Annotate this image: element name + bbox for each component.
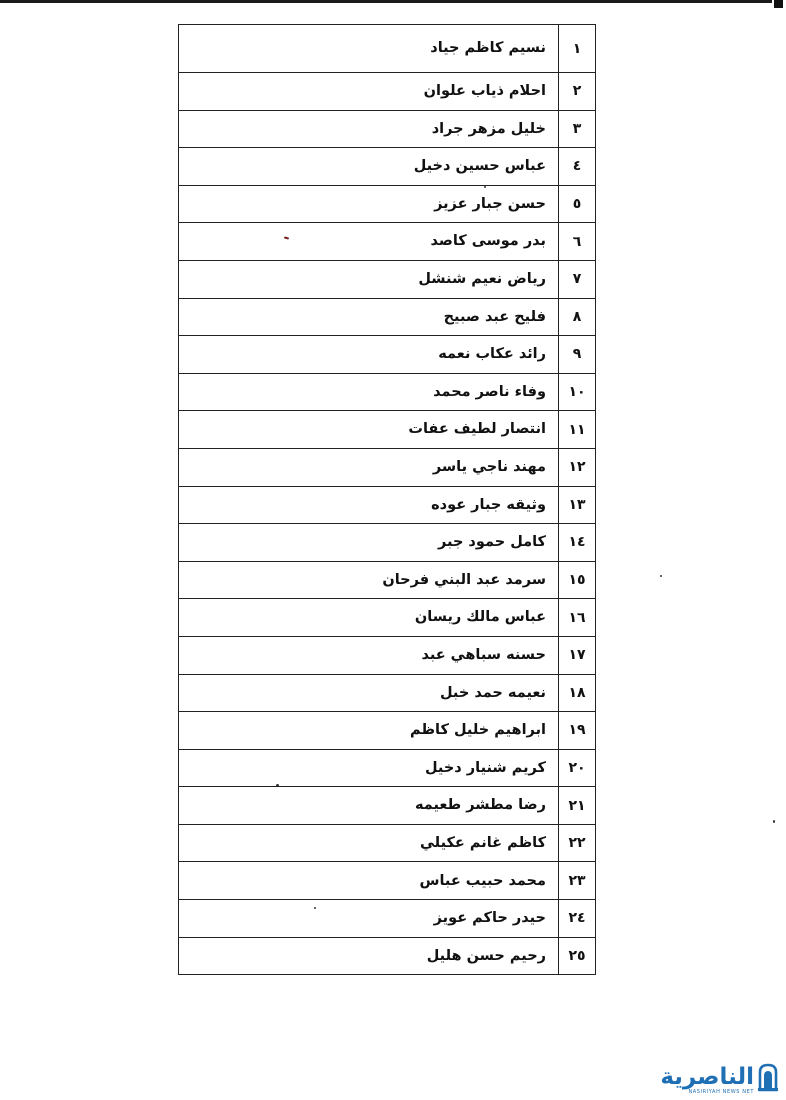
person-name: وفاء ناصر محمد bbox=[179, 373, 559, 411]
row-number: ١٢ bbox=[559, 448, 596, 486]
table-row bbox=[179, 185, 596, 223]
person-name: سرمد عبد البني فرحان bbox=[179, 561, 559, 599]
person-name: حيدر حاكم عويز bbox=[179, 900, 559, 938]
names-table-body bbox=[179, 25, 596, 975]
person-name: حسنه سباهي عبد bbox=[179, 636, 559, 674]
logo-emblem-icon bbox=[756, 1062, 780, 1092]
table-row bbox=[179, 223, 596, 261]
person-name: حسن جبار عزيز bbox=[179, 185, 559, 223]
row-number: ١٥ bbox=[559, 561, 596, 599]
table-row bbox=[179, 937, 596, 975]
table-row bbox=[179, 561, 596, 599]
person-name: عباس حسين دخيل bbox=[179, 148, 559, 186]
row-number: ١٦ bbox=[559, 599, 596, 637]
row-number: ١٩ bbox=[559, 712, 596, 750]
table-row bbox=[179, 110, 596, 148]
top-edge-rule bbox=[0, 0, 772, 3]
logo-wordmark: الناصرية bbox=[660, 1064, 754, 1090]
person-name: كاظم غانم عكيلي bbox=[179, 824, 559, 862]
person-name: نسيم كاظم جياد bbox=[179, 25, 559, 73]
row-number: ٢١ bbox=[559, 787, 596, 825]
table-row bbox=[179, 25, 596, 73]
person-name: رضا مطشر طعيمه bbox=[179, 787, 559, 825]
scan-speck bbox=[660, 575, 662, 577]
row-number: ٣ bbox=[559, 110, 596, 148]
table-row bbox=[179, 336, 596, 374]
site-watermark-logo bbox=[654, 1058, 782, 1098]
person-name: عباس مالك ريسان bbox=[179, 599, 559, 637]
row-number: ٩ bbox=[559, 336, 596, 374]
row-number: ٥ bbox=[559, 185, 596, 223]
person-name: رحيم حسن هليل bbox=[179, 937, 559, 975]
table-row bbox=[179, 448, 596, 486]
table-row bbox=[179, 674, 596, 712]
table-row bbox=[179, 73, 596, 111]
row-number: ١ bbox=[559, 25, 596, 73]
row-number: ٨ bbox=[559, 298, 596, 336]
person-name: نعيمه حمد خبل bbox=[179, 674, 559, 712]
table-row bbox=[179, 749, 596, 787]
row-number: ١٤ bbox=[559, 524, 596, 562]
person-name: خليل مزهر جراد bbox=[179, 110, 559, 148]
person-name: فليح عبد صبيح bbox=[179, 298, 559, 336]
corner-mark bbox=[774, 0, 783, 8]
person-name: رياض نعيم شنشل bbox=[179, 260, 559, 298]
names-table bbox=[178, 24, 596, 975]
row-number: ٢٢ bbox=[559, 824, 596, 862]
row-number: ١٠ bbox=[559, 373, 596, 411]
logo-tagline: NASIRIYAH NEWS NET bbox=[688, 1089, 754, 1095]
row-number: ٢ bbox=[559, 73, 596, 111]
table-row bbox=[179, 373, 596, 411]
person-name: وثيقه جبار عوده bbox=[179, 486, 559, 524]
table-row bbox=[179, 524, 596, 562]
person-name: مهند ناجي ياسر bbox=[179, 448, 559, 486]
table-row bbox=[179, 260, 596, 298]
person-name: احلام ذياب علوان bbox=[179, 73, 559, 111]
person-name: محمد حبيب عباس bbox=[179, 862, 559, 900]
person-name: رائد عكاب نعمه bbox=[179, 336, 559, 374]
row-number: ١١ bbox=[559, 411, 596, 449]
table-row bbox=[179, 298, 596, 336]
scan-speck bbox=[773, 820, 775, 823]
table-row bbox=[179, 862, 596, 900]
person-name: انتصار لطيف عفات bbox=[179, 411, 559, 449]
table-row bbox=[179, 148, 596, 186]
row-number: ٢٤ bbox=[559, 900, 596, 938]
table-row bbox=[179, 636, 596, 674]
person-name: ابراهيم خليل كاظم bbox=[179, 712, 559, 750]
row-number: ٧ bbox=[559, 260, 596, 298]
row-number: ٤ bbox=[559, 148, 596, 186]
row-number: ٢٣ bbox=[559, 862, 596, 900]
row-number: ١٨ bbox=[559, 674, 596, 712]
table-row bbox=[179, 411, 596, 449]
table-row bbox=[179, 787, 596, 825]
person-name: كامل حمود جبر bbox=[179, 524, 559, 562]
table-row bbox=[179, 900, 596, 938]
row-number: ٢٥ bbox=[559, 937, 596, 975]
person-name: بدر موسى كاصد bbox=[179, 223, 559, 261]
row-number: ١٣ bbox=[559, 486, 596, 524]
person-name: كريم شنيار دخيل bbox=[179, 749, 559, 787]
table-row bbox=[179, 712, 596, 750]
row-number: ١٧ bbox=[559, 636, 596, 674]
row-number: ٢٠ bbox=[559, 749, 596, 787]
table-row bbox=[179, 599, 596, 637]
row-number: ٦ bbox=[559, 223, 596, 261]
table-row bbox=[179, 824, 596, 862]
table-row bbox=[179, 486, 596, 524]
